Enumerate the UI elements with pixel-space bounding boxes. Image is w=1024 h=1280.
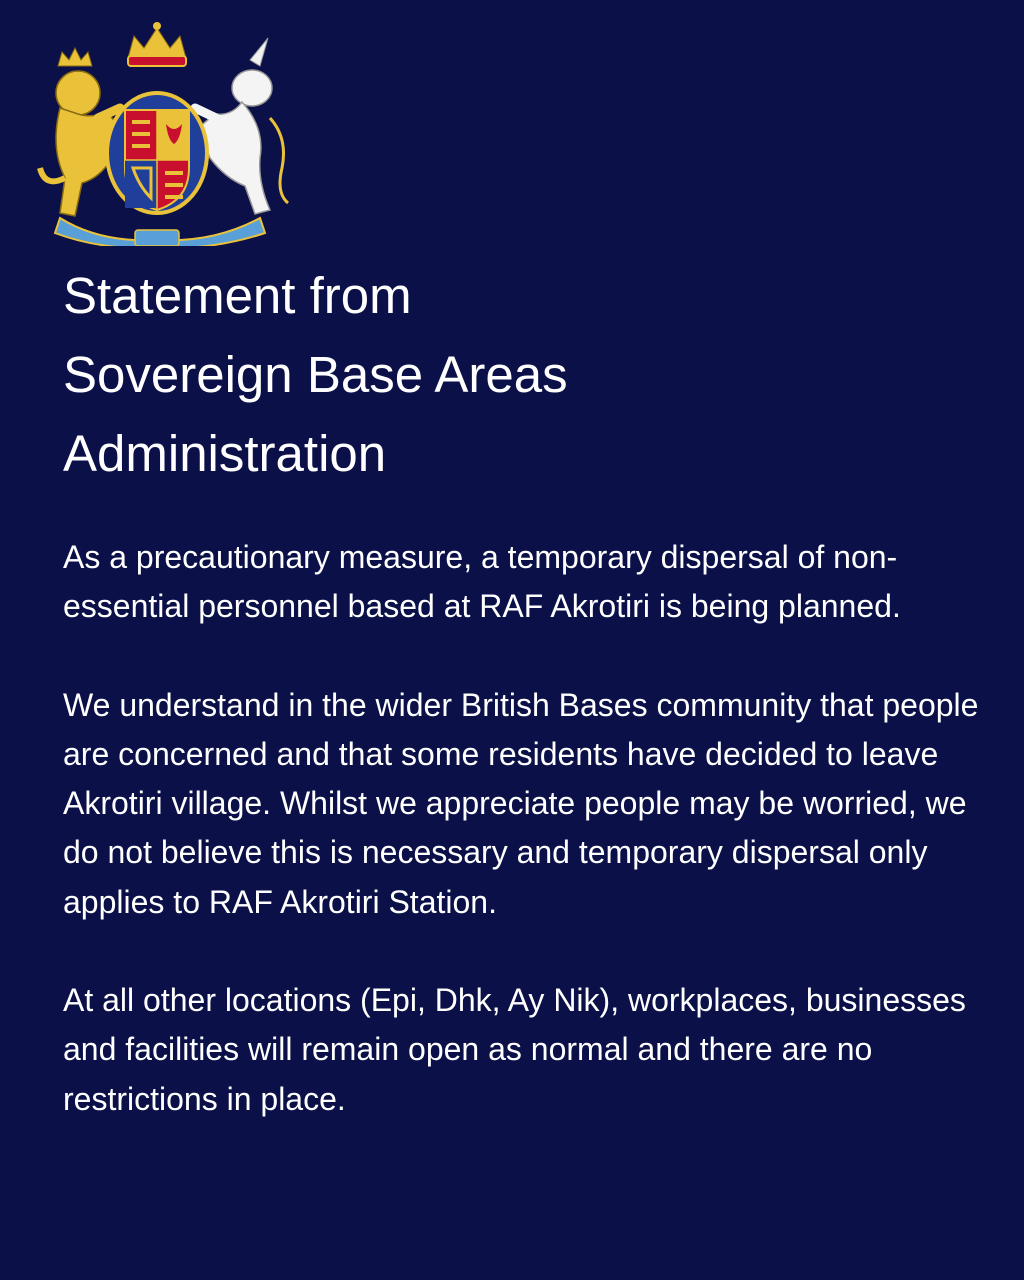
left-crown-icon: [58, 48, 92, 66]
title-line-2: Sovereign Base Areas: [63, 346, 568, 403]
paragraph-other-locations: At all other locations (Epi, Dhk, Ay Nik), workplaces, businesses and facilities will remain open as normal and there are no restrictions in place.: [63, 982, 966, 1117]
motto-ribbon-icon: [55, 218, 265, 246]
crown-icon: [128, 22, 186, 66]
statement-title: [63, 256, 963, 493]
paragraph-dispersal: As a precautionary measure, a temporary dispersal of non-essential personnel based at RAF Akrotiri is being planned.: [63, 539, 901, 625]
royal-coat-of-arms-icon: [20, 18, 295, 246]
shield-icon: [125, 110, 189, 210]
title-line-3: Administration: [63, 425, 387, 482]
title-line-1: Statement from: [63, 267, 412, 324]
statement-body: [63, 533, 993, 1173]
unicorn-supporter-icon: [195, 38, 288, 214]
paragraph-community: We understand in the wider British Bases community that people are concerned and that some residents have decided to leave Akrotiri village. Whilst we appreciate people may be worried, we do not believe this is necessary and temporary dispersal only applies to RAF Akrotiri Station.: [63, 686, 979, 920]
